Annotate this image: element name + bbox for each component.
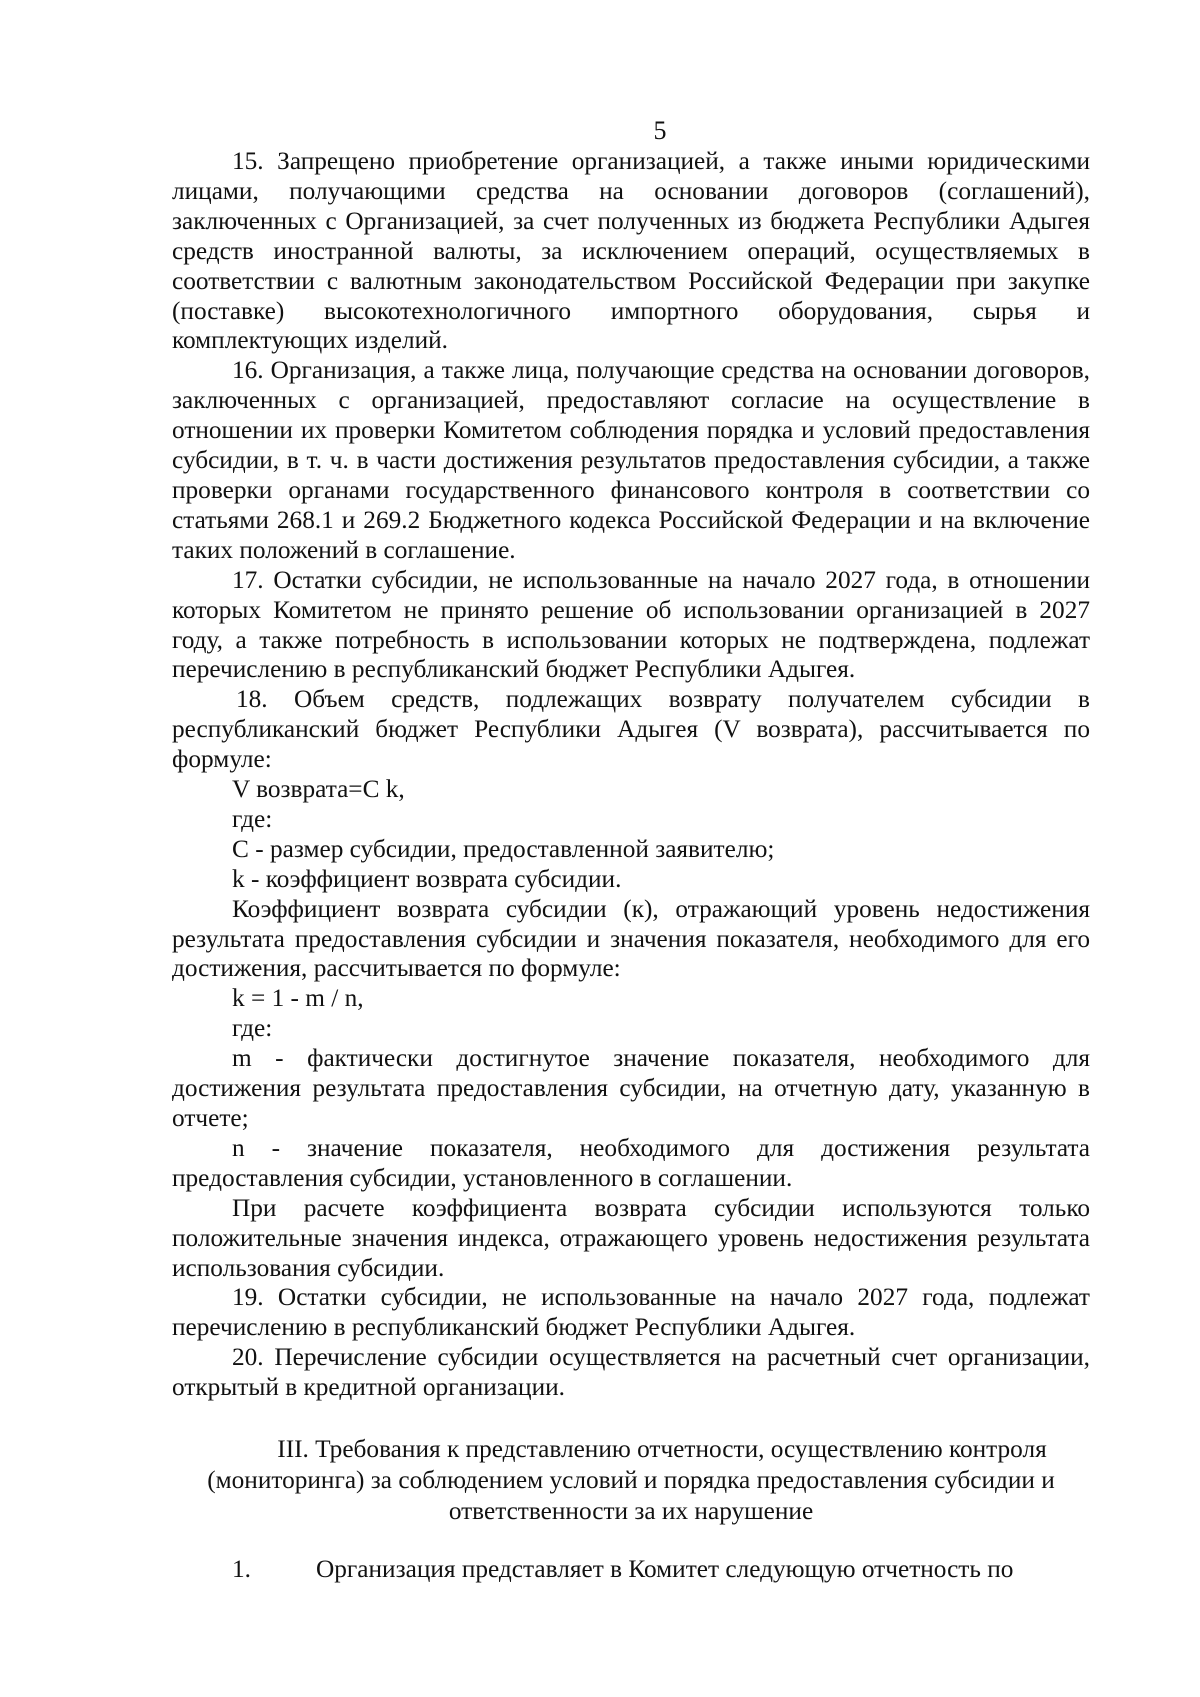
- where-label-2: где:: [232, 1014, 273, 1043]
- paragraph-16: 16. Организация, а также лица, получающие средства на основании договоров, заключенных с организацией, предоставляют согласие на осуществление в отношении их проверки Комитетом соблюдения порядка и условий предоставления субсидии, в т. ч. в части достижения результатов предоставления субсидии, а также проверки органами государственного финансового контроля в соответствии со статьями 268.1 и 269.2 Бюджетного кодекса Российской Федерации и на включение таких положений в соглашение.: [172, 356, 1090, 564]
- c-definition: C - размер субсидии, предоставленной заявителю;: [232, 834, 775, 863]
- n-definition: n - значение показателя, необходимого для достижения результата предоставления субсидии, установленного в соглашении.: [172, 1133, 1090, 1192]
- section-3-item-1: [172, 1555, 1090, 1585]
- m-definition: m - фактически достигнутое значение показателя, необходимого для достижения результата предоставления субсидии, на отчетную дату, указанную в отчете;: [172, 1044, 1090, 1132]
- section-3-item-1-text: Организация представляет в Комитет следующую отчетность по: [316, 1555, 1014, 1584]
- paragraph-19: 19. Остатки субсидии, не использованные на начало 2027 года, подлежат перечислению в республиканский бюджет Республики Адыгея.: [172, 1283, 1090, 1342]
- where-label-1: где:: [232, 804, 273, 833]
- section-3-heading-line-2: (мониторинга) за соблюдением условий и порядка предоставления субсидии и: [207, 1466, 1055, 1495]
- paragraph-20: 20. Перечисление субсидии осуществляется на расчетный счет организации, открытый в кредитной организации.: [172, 1343, 1090, 1402]
- paragraph-18: 18. Объем средств, подлежащих возврату получателем субсидии в республиканский бюджет Республики Адыгея (V возврата), рассчитывается по формуле:: [172, 685, 1090, 774]
- coefficient-paragraph: Коэффициент возврата субсидии (к), отражающий уровень недостижения результата предоставления субсидии и значения показателя, необходимого для его достижения, рассчитывается по формуле:: [172, 894, 1090, 983]
- document-body: [172, 147, 1090, 1585]
- section-3-heading: [172, 1434, 1090, 1527]
- calculation-note: При расчете коэффициента возврата субсидии используются только положительные значения индекса, отражающего уровень недостижения результата использования субсидии.: [172, 1193, 1090, 1282]
- section-3-item-1-number: 1.: [232, 1555, 251, 1584]
- section-3-heading-line-3: ответственности за их нарушение: [448, 1497, 814, 1526]
- return-volume-formula: V возврата=C k,: [232, 775, 405, 804]
- k-definition: k - коэффициент возврата субсидии.: [232, 864, 622, 893]
- coefficient-formula: k = 1 - m / n,: [232, 984, 364, 1013]
- section-3-heading-line-1: III. Требования к представлению отчетности, осуществлению контроля: [277, 1435, 1047, 1464]
- page-number: 5: [653, 116, 667, 145]
- paragraph-17: 17. Остатки субсидии, не использованные на начало 2027 года, в отношении которых Комитетом не принято решение об использовании организацией в 2027 году, а также потребность в использовании которых не подтверждена, подлежат перечислению в республиканский бюджет Республики Адыгея.: [172, 565, 1090, 684]
- paragraph-15: 15. Запрещено приобретение организацией, а также иными юридическими лицами, получающими средства на основании договоров (соглашений), заключенных с Организацией, за счет полученных из бюджета Республики Адыгея средств иностранной валюты, за исключением операций, осуществляемых в соответствии с валютным законодательством Российской Федерации при закупке (поставке) высокотехнологичного импортного оборудования, сырья и комплектующих изделий.: [172, 147, 1090, 355]
